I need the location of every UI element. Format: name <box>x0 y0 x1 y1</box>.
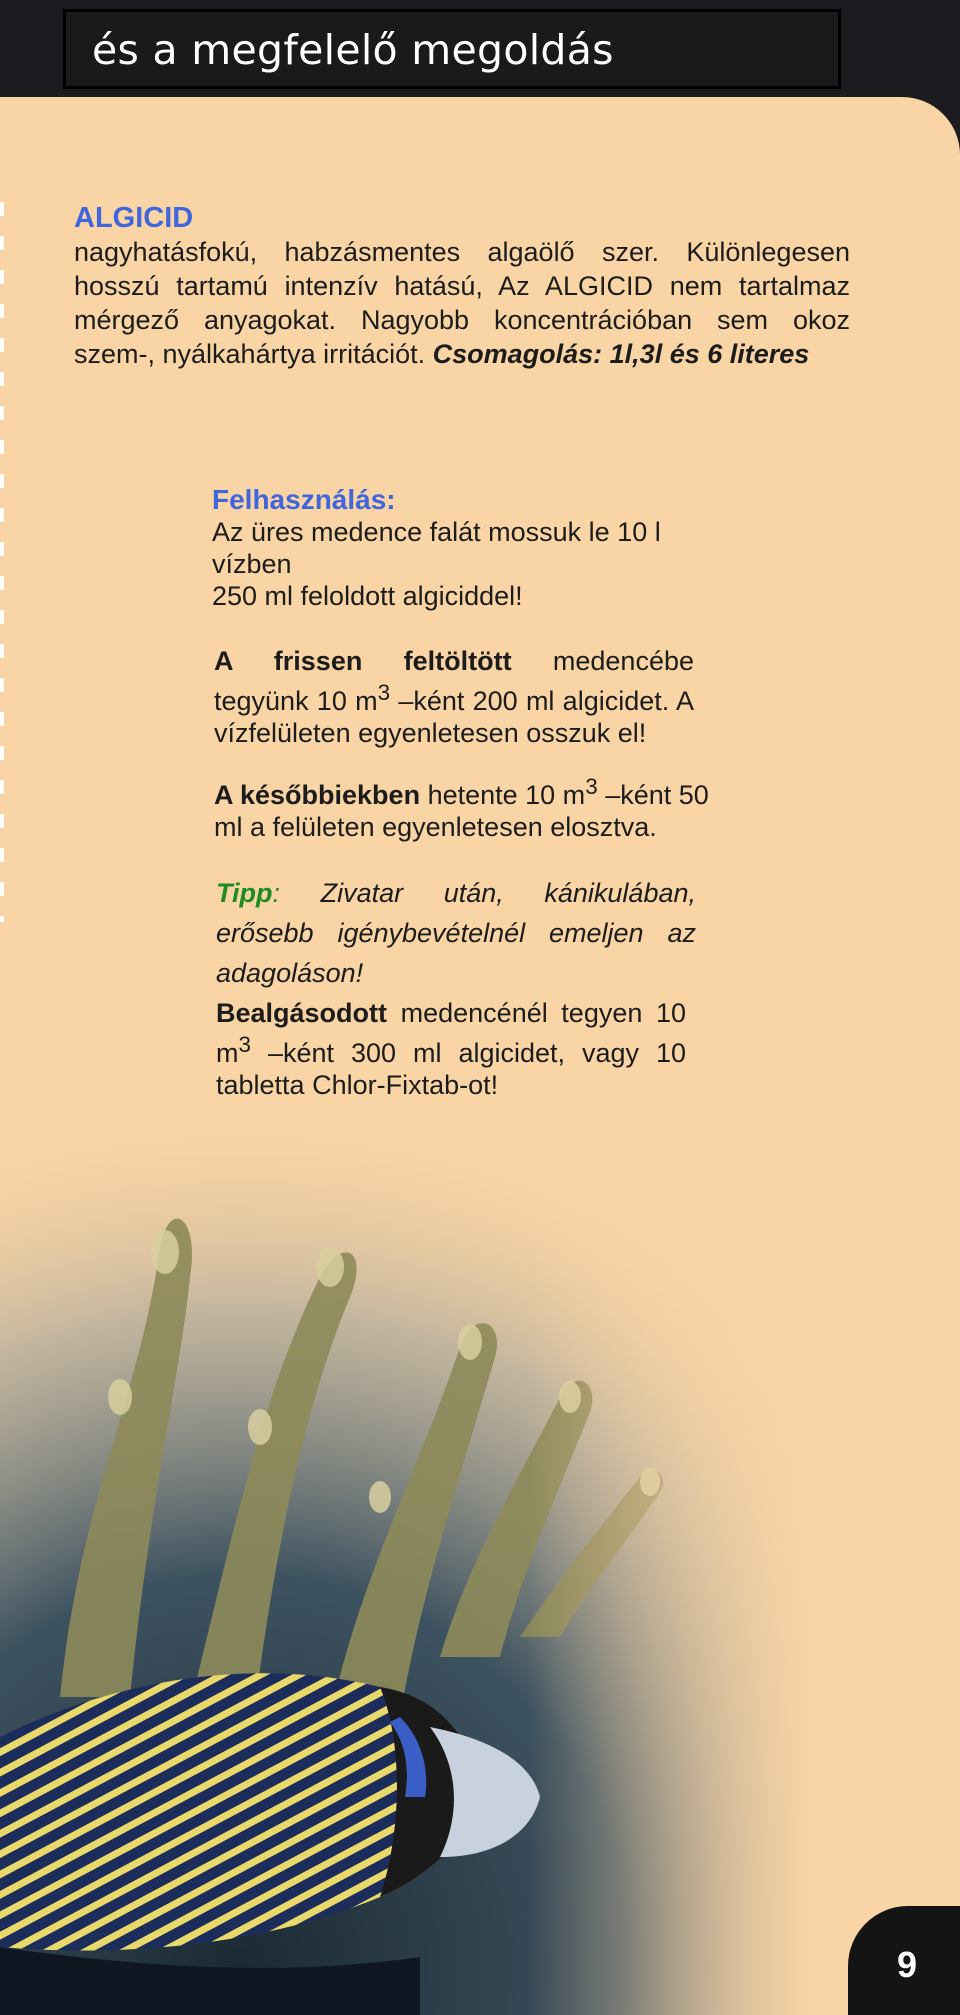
usage-heading: Felhasználás: <box>212 484 396 515</box>
fresh-pool-label: A frissen feltöltött <box>214 646 512 676</box>
dashed-edge <box>0 202 4 922</box>
algae-section <box>216 997 686 1101</box>
usage-line-1: Az üres medence falát mossuk le 10 l vízben <box>212 517 661 579</box>
later-section <box>214 771 714 843</box>
superscript: 3 <box>585 774 598 799</box>
tip-label: Tipp <box>216 878 273 908</box>
product-intro <box>74 201 850 371</box>
page-title: és a megfelelő megoldás <box>92 26 614 74</box>
algae-label: Bealgásodott <box>216 998 388 1028</box>
fresh-pool-section <box>214 645 694 749</box>
tip-text: Zivatar után, kánikulában, erősebb igénybevételnél emeljen az adagoláson! <box>216 878 696 988</box>
product-name: ALGICID <box>74 202 194 234</box>
usage-section <box>212 484 732 612</box>
tip-colon: : <box>272 878 281 908</box>
page-number: 9 <box>897 1944 918 1985</box>
algae-text-2: –ként 300 ml algicidet, vagy 10 tabletta Chlor-Fixtab-ot! <box>216 1038 686 1100</box>
content-panel <box>0 97 960 2015</box>
packaging-info: Csomagolás: 1l,3l és 6 literes <box>432 339 810 369</box>
header-bar <box>0 0 960 110</box>
later-text-2: –ként 50 ml a felületen egyenletesen elosztva. <box>214 780 709 842</box>
fresh-pool-text-2: –ként 200 ml algicidet. A vízfelületen egyenletesen osszuk el! <box>214 686 695 748</box>
superscript: 3 <box>238 1032 252 1057</box>
later-text: hetente 10 m <box>420 780 586 810</box>
fresh-pool-text: medencébe tegyünk 10 m <box>214 646 694 716</box>
title-box <box>63 9 841 89</box>
later-label: A későbbiekben <box>214 780 421 810</box>
superscript: 3 <box>377 680 391 705</box>
product-description: nagyhatásfokú, habzásmentes algaölő szer. Különlegesen hosszú tartamú intenzív hatású, Az ALGICID nem tartalmaz mérgező anyagokat. Nagyobb koncentrációban sem okoz szem-, nyálkahártya irritációt. <box>74 237 850 369</box>
algae-text: medencénél tegyen 10 m <box>216 998 686 1068</box>
usage-line-2: 250 ml feloldott algiciddel! <box>212 581 523 611</box>
tip-section <box>216 873 696 993</box>
